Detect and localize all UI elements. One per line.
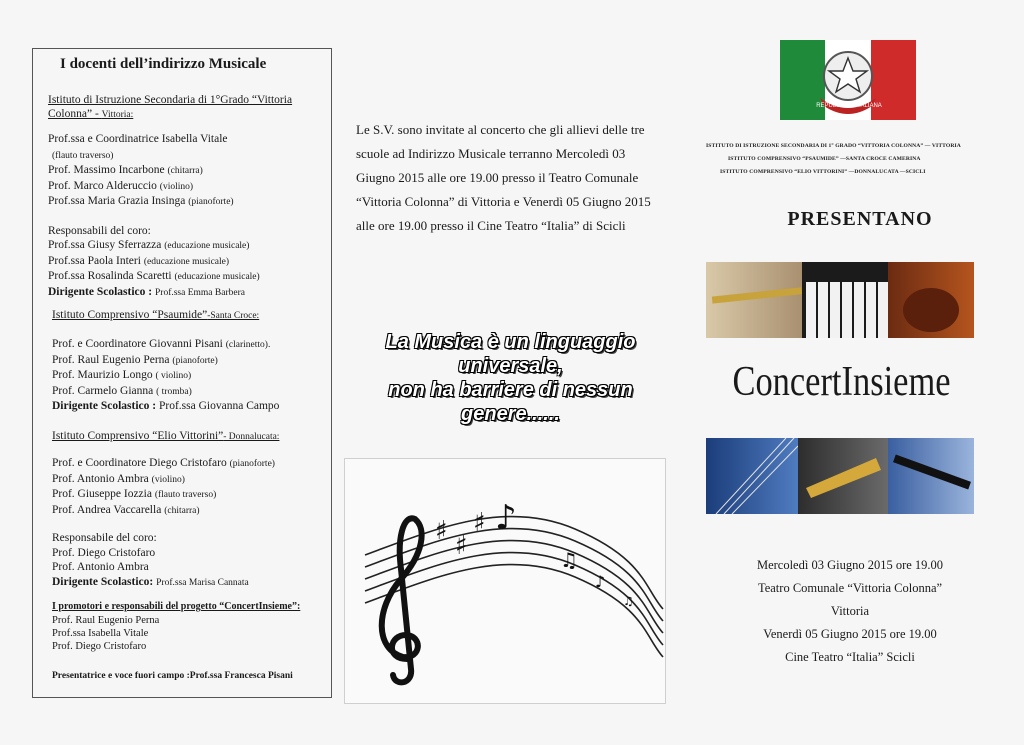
principal-line: Dirigente Scolastico: Prof.ssa Marisa Cannata (52, 575, 249, 588)
teacher-line: Prof. Antonio Ambra (violino) (52, 472, 185, 485)
svg-text:♯: ♯ (435, 516, 448, 546)
teacher-line: Prof. Giuseppe Iozzia (flauto traverso) (52, 488, 217, 500)
concert-title: ConcertInsieme (732, 359, 951, 405)
event-details (720, 554, 980, 669)
institute-line: ISTITUTO COMPRENSIVO “PSAUMIDE” —SANTA CROCE CAMERINA (728, 156, 921, 162)
guitar-trumpet-clarinet-icon (706, 438, 974, 514)
teacher-line: Prof. Maurizio Longo ( violino) (52, 369, 192, 381)
promoter-line: Prof. Raul Eugenio Perna (52, 615, 160, 626)
section-heading-cont: Colonna” - Vittoria: (48, 108, 134, 120)
choir-line: Prof.ssa Rosalinda Scaretti (educazione musicale) (48, 270, 260, 282)
event-line-3: Vittoria (830, 604, 870, 618)
slogan (368, 330, 653, 426)
section-heading: Istituto Comprensivo “Psaumide”-Santa Croce: (52, 309, 260, 321)
teacher-line: Prof.ssa Maria Grazia Insinga (pianoforte) (48, 195, 234, 207)
invitation-text: Le S.V. sono invitate al concerto che gli allievi delle tre scuole ad Indirizzo Musicale terranno Mercoledì 03 Giugno 2015 alle ore 19.00 presso il Teatro Comunale “Vittoria Colonna” di Vittoria e Venerdì 05 Giugno 2015 alle ore 19.00 presso il Cine Teatro “Italia” di Scicli (356, 122, 651, 233)
teacher-line: Prof. Marco Alderuccio (violino) (48, 179, 194, 192)
event-line-1: Mercoledì 03 Giugno 2015 ore 19.00 (756, 558, 944, 572)
svg-text:♪: ♪ (595, 572, 606, 591)
svg-text:♪: ♪ (495, 498, 517, 538)
choir-line: Prof. Antonio Ambra (52, 561, 149, 573)
svg-text:♯: ♯ (473, 508, 486, 538)
choir-label: Responsabile del coro: (52, 532, 157, 544)
svg-text:♯: ♯ (455, 531, 468, 561)
section-psaumide (52, 308, 328, 414)
svg-text:♫: ♫ (560, 548, 578, 572)
choir-line: Prof. Diego Cristofaro (52, 546, 156, 559)
section-promoters (52, 600, 328, 684)
institute-line: ISTITUTO COMPRENSIVO “ELIO VITTORINI” —DONNALUCATA —SCICLI (720, 169, 926, 175)
teacher-line: Prof. e Coordinatore Giovanni Pisani (clarinetto). (52, 338, 271, 350)
instruments-photo-top (706, 262, 974, 338)
event-line-5: Cine Teatro “Italia” Scicli (785, 650, 915, 664)
italian-republic-emblem (780, 40, 916, 120)
event-line-2: Teatro Comunale “Vittoria Colonna” (757, 581, 943, 595)
music-notes-image (344, 458, 666, 704)
teacher-line: Prof. Raul Eugenio Perna (pianoforte) (52, 353, 218, 366)
teacher-line: (flauto traverso) (52, 150, 114, 161)
teachers-panel-title: I docenti dell’indirizzo Musicale (60, 56, 267, 72)
promoter-line: Prof. Diego Cristofaro (52, 641, 147, 652)
svg-text:♫: ♫ (623, 594, 634, 608)
emblem-text: REPUBBLICA ITALIANA (816, 103, 882, 109)
slogan-line-1: La Musica è un linguaggio universale, (385, 331, 636, 377)
teacher-line: Prof.ssa e Coordinatrice Isabella Vitale (48, 133, 228, 145)
promoters-heading: I promotori e responsabili del progetto “ConcertInsieme”: (52, 601, 301, 612)
treble-clef-staff-icon (345, 459, 665, 703)
choir-line: Prof.ssa Giusy Sferrazza (educazione musicale) (48, 239, 250, 251)
institutes-list (706, 140, 996, 179)
teacher-line: Prof. e Coordinatore Diego Cristofaro (pianoforte) (52, 457, 275, 469)
principal-line: Dirigente Scolastico : Prof.ssa Emma Barbera (48, 285, 245, 298)
institute-line: ISTITUTO DI ISTRUZIONE SECONDARIA DI 1° GRADO “VITTORIA COLONNA” — VITTORIA (706, 143, 961, 149)
teacher-line: Prof. Carmelo Gianna ( tromba) (52, 384, 192, 397)
promoter-line: Prof.ssa Isabella Vitale (52, 628, 149, 639)
instruments-photo-bottom (706, 438, 974, 514)
teacher-line: Prof. Massimo Incarbone (chitarra) (48, 164, 203, 176)
principal-line: Dirigente Scolastico : Prof.ssa Giovanna Campo (52, 400, 280, 412)
event-line-4: Venerdì 05 Giugno 2015 ore 19.00 (763, 627, 937, 641)
section-vittoria-colonna (48, 93, 328, 300)
section-heading: Istituto di Istruzione Secondaria di 1°Grado “Vittoria (48, 94, 293, 106)
flute-piano-violin-icon (706, 262, 974, 338)
presentano-heading: PRESENTANO (787, 208, 933, 230)
presenter-line: Presentatrice e voce fuori campo :Prof.ssa Francesca Pisani (52, 671, 293, 681)
section-elio-vittorini (52, 429, 328, 590)
section-heading: Istituto Comprensivo “Elio Vittorini”- Donnalucata: (52, 430, 280, 442)
teacher-line: Prof. Andrea Vaccarella (chitarra) (52, 503, 200, 516)
choir-line: Prof.ssa Paola Interi (educazione musicale) (48, 254, 230, 267)
choir-label: Responsabili del coro: (48, 224, 151, 237)
slogan-line-2: non ha barriere di nessun genere...... (388, 379, 633, 425)
